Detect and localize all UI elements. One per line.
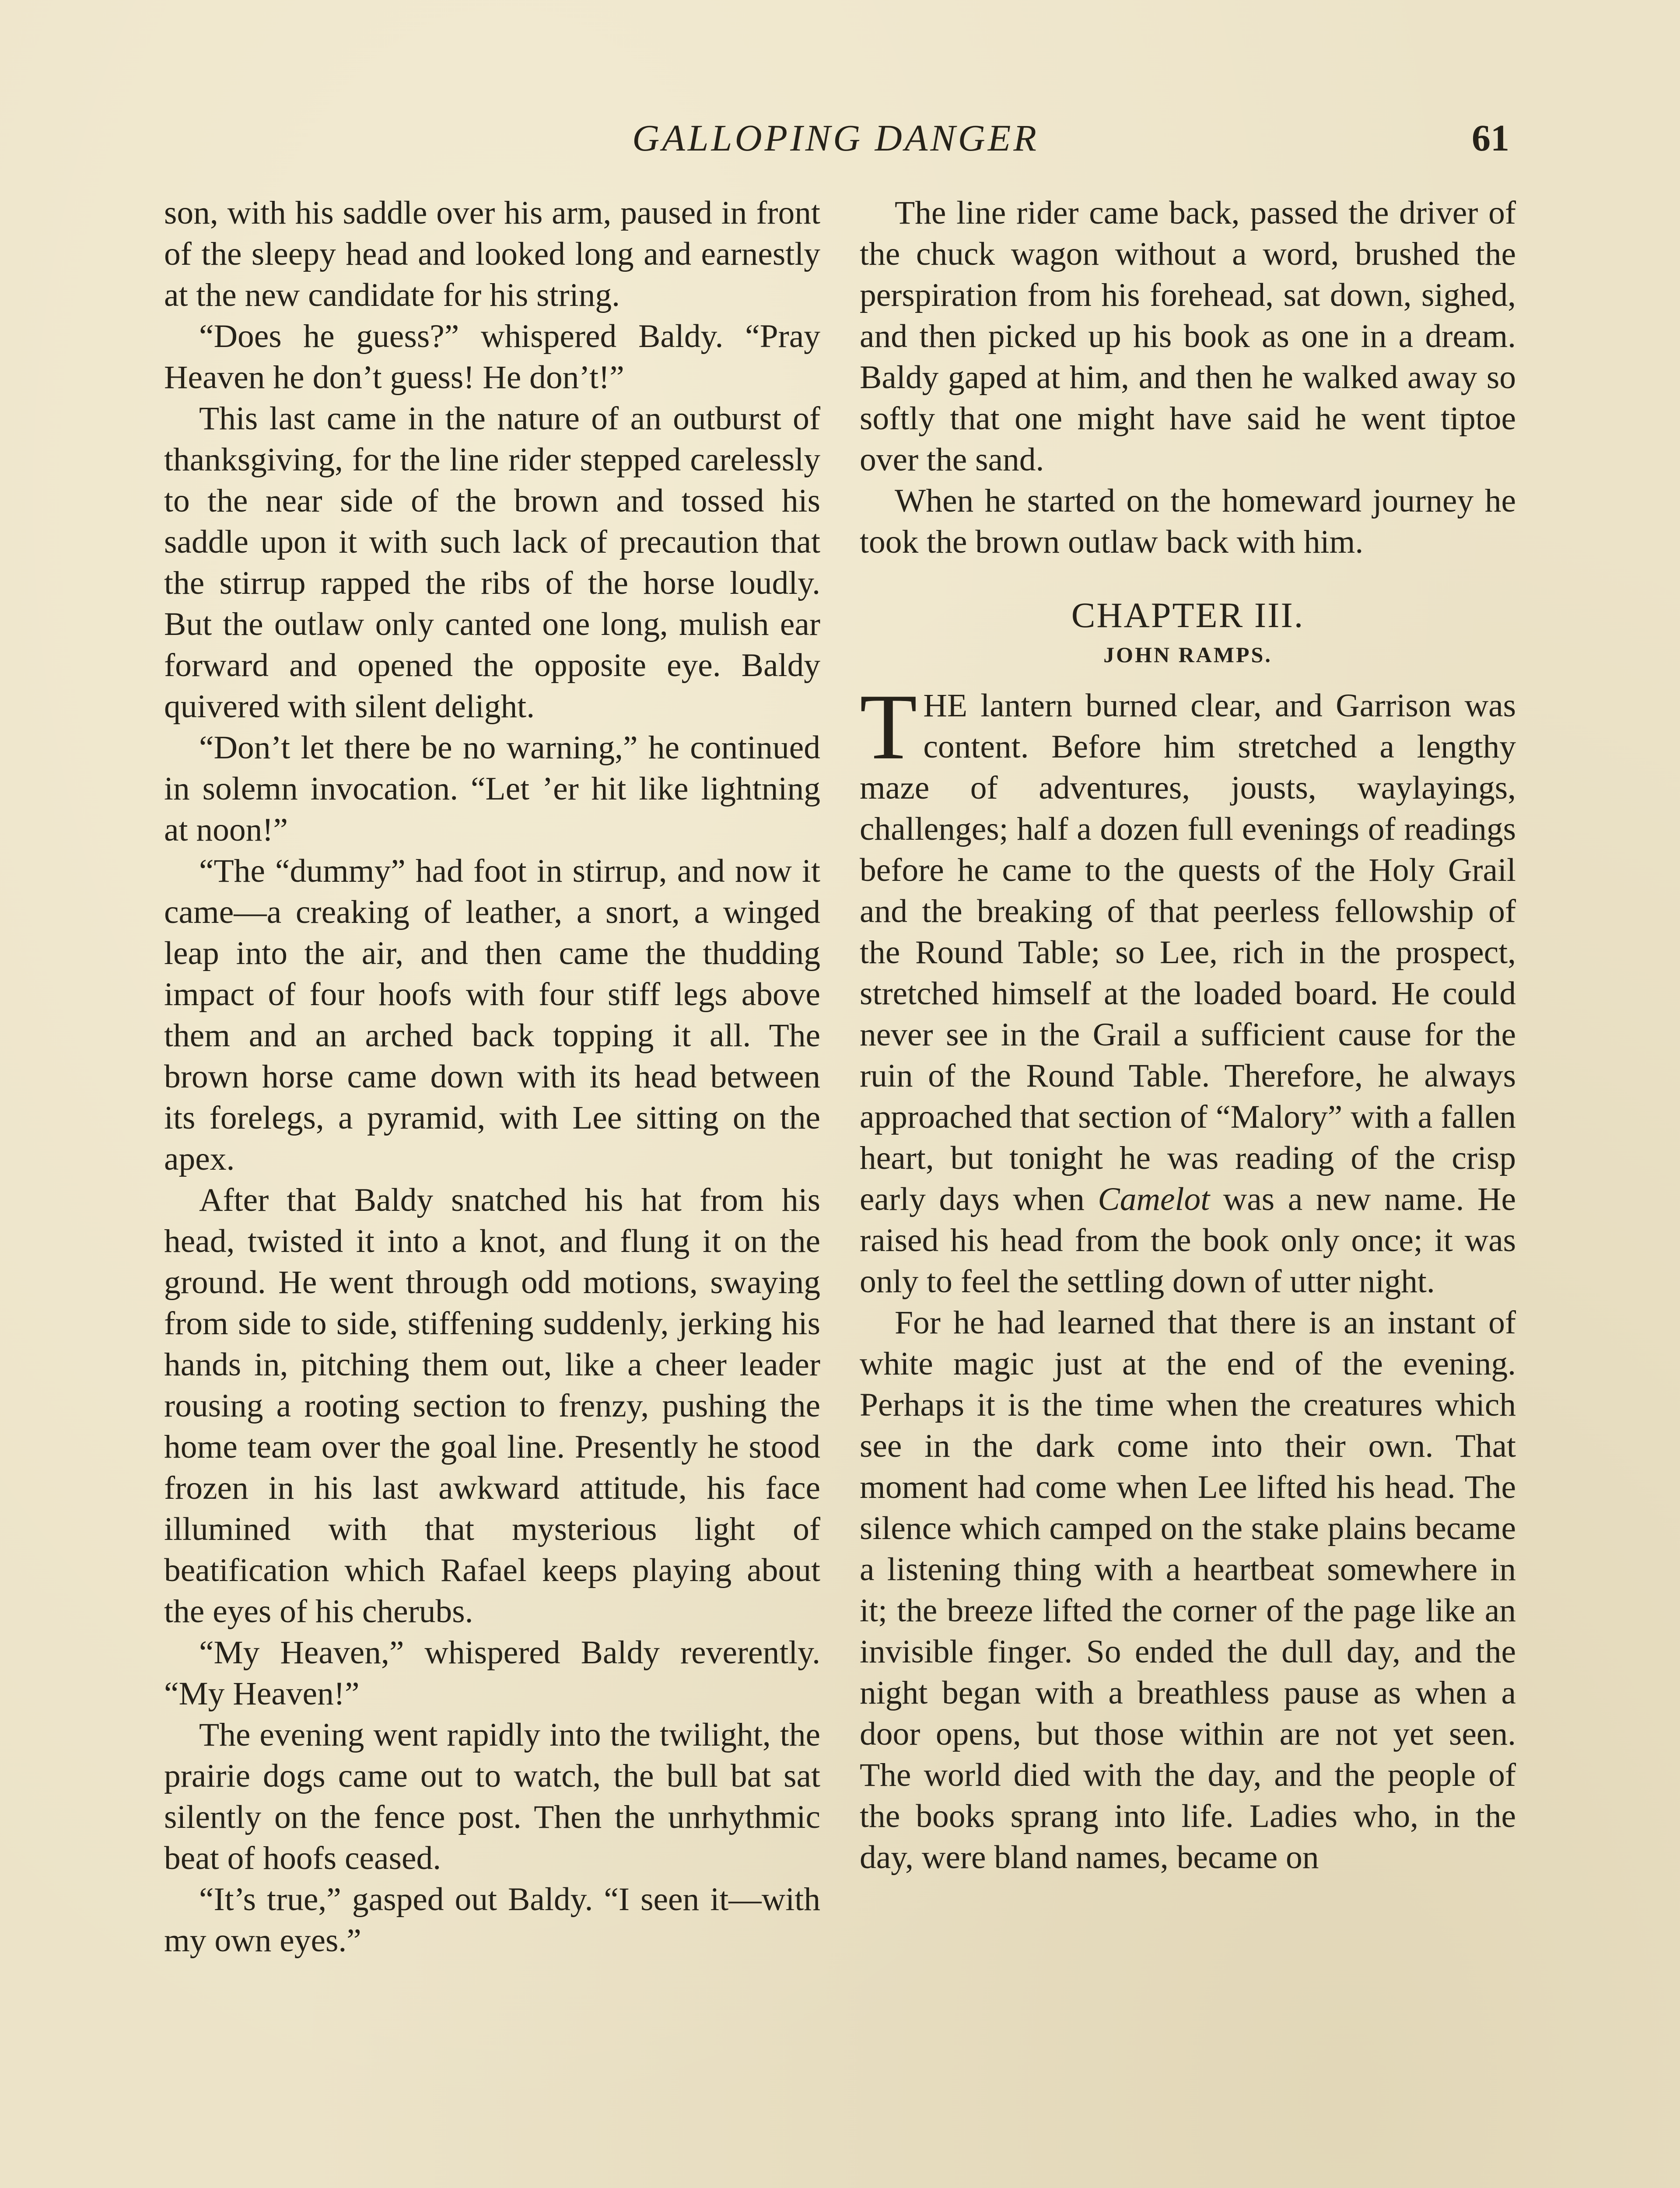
paragraph: “Does he guess?” whispered Baldy. “Pray Heaven he don’t guess! He don’t!” [164, 318, 820, 396]
paragraph: “It’s true,” gasped out Baldy. “I seen it—with my own eyes.” [164, 1881, 820, 1959]
paragraph: “My Heaven,” whispered Baldy reverently. “My Heaven!” [164, 1634, 820, 1712]
paragraph: For he had learned that there is an instant of white magic just at the end of the evening. Perhaps it is the time when the creatures which see in the dark come into their own. That moment had come when Lee lifted his head. The silence which camped on the stake plains became a listening thing with a heartbeat somewhere in it; the breeze lifted the corner of the page like an invisible finger. So ended the dull day, and the night began with a breathless pause as when a door opens, but those within are not yet seen. The world died with the day, and the people of the books sprang into life. Ladies who, in the day, were bland names, became on [860, 1304, 1516, 1876]
running-title: GALLOPING DANGER [632, 117, 1039, 159]
opening-text-continued: was a new name. He raised his head from the book only once; it was only to feel the settling down of utter night. [860, 1181, 1516, 1300]
paragraph: After that Baldy snatched his hat from his head, twisted it into a knot, and flung it on the ground. He went through odd motions, swaying from side to side, stiffening suddenly, jerking his hands in, pitching them out, like a cheer leader rousing a rooting section to frenzy, pushing the home team over the goal line. Presently he stood frozen in his last awkward attitude, his face illumined with that mysterious light of beatification which Rafael keeps playing about the eyes of his cherubs. [164, 1182, 820, 1630]
paragraph: This last came in the nature of an outburst of thanksgiving, for the line rider stepped carelessly to the near side of the brown and tossed his saddle upon it with such lack of precaution that the stirrup rapped the ribs of the horse loudly. But the outlaw only canted one long, mulish ear forward and opened the opposite eye. Baldy quivered with silent delight. [164, 400, 820, 725]
paragraph: The line rider came back, passed the driver of the chuck wagon without a word, brushed the perspiration from his forehead, sat down, sighed, and then picked up his book as one in a dream. Baldy gaped at him, and then he walked away so softly that one might have said he went tiptoe over the sand. [860, 195, 1516, 478]
page-number: 61 [1472, 117, 1509, 159]
paragraph: When he started on the homeward journey he took the brown outlaw back with him. [860, 483, 1516, 560]
italic-title: Camelot [1098, 1181, 1210, 1217]
right-column [860, 193, 1516, 1878]
left-column [164, 193, 820, 1961]
opening-text: HE lantern burned clear, and Garrison was content. Before him stretched a lengthy maze of adventures, jousts, waylayings, challenges; half a dozen full evenings of readings before he came to the quests of the Holy Grail and the breaking of that peerless fellowship of the Round Table; so Lee, rich in the prospect, stretched himself at the loaded board. He could never see in the Grail a sufficient cause for the ruin of the Round Table. Therefore, he always approached that section of “Malory” with a fallen heart, but tonight he was reading of the crisp early days when [860, 687, 1516, 1217]
paragraph: son, with his saddle over his arm, paused in front of the sleepy head and looked long and earnestly at the new candidate for his string. [164, 195, 820, 313]
paragraph: “The “dummy” had foot in stirrup, and now it came—a creaking of leather, a snort, a winged leap into the air, and then came the thudding impact of four hoofs with four stiff legs above them and an arched back topping it all. The brown horse came down with its head between its forelegs, a pyramid, with Lee sitting on the apex. [164, 853, 820, 1177]
paragraph: “Don’t let there be no warning,” he continued in solemn invocation. “Let ’er hit like lightning at noon!” [164, 729, 820, 848]
page-header [162, 116, 1509, 164]
drop-cap: T [860, 674, 917, 779]
chapter-opening-paragraph [860, 674, 1516, 1302]
paragraph: The evening went rapidly into the twilight, the prairie dogs came out to watch, the bull bat sat silently on the fence post. Then the unrhythmic beat of hoofs ceased. [164, 1717, 820, 1876]
chapter-subtitle: JOHN RAMPS. [1103, 642, 1272, 667]
chapter-heading: CHAPTER III. [1071, 595, 1305, 635]
